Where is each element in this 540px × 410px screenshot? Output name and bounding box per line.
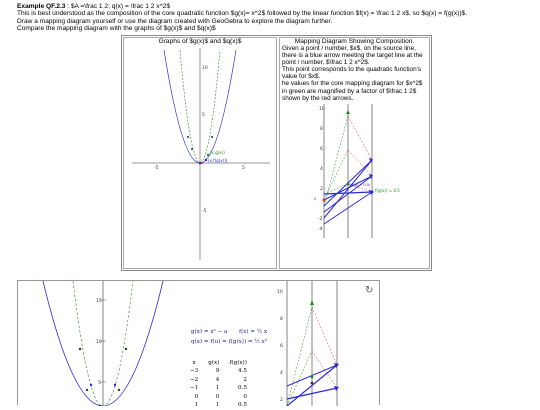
table-cell: −2 (190, 376, 199, 383)
source-point (323, 198, 326, 201)
g-point (207, 154, 209, 156)
middle-point (311, 382, 314, 385)
desc-line: value for $x$. (282, 73, 321, 81)
table-cell: 0 (243, 393, 247, 400)
table-cell: 1 (215, 402, 220, 409)
plot-point (191, 148, 193, 150)
y-tick: -4 (318, 226, 323, 232)
y-tick: 5 (98, 381, 101, 386)
mapping-description (280, 45, 429, 102)
algebra-q: q(x) = f(u) = f(g(x)) = ½ x² (191, 339, 267, 345)
middle-label: (x(x) = 0.5) (350, 182, 371, 187)
table-cell: 9 (215, 368, 220, 375)
green-arrowhead (310, 300, 314, 305)
x-tick: 5 (242, 166, 245, 171)
intro-line-4: Compare the mapping diagram with the graphs of $g(x)$ and $q(x)$ (17, 25, 216, 33)
green-arrow (324, 184, 348, 194)
intro-text (17, 3, 537, 33)
y-tick: -5 (202, 209, 207, 214)
table-cell: −1 (190, 385, 199, 392)
desc-line: there is a blue arrow meeting the target line at the (282, 52, 423, 60)
y-tick: 6 (320, 146, 323, 152)
table-cell: 2 (243, 376, 247, 383)
target-label: f(g(x)) = 0.5 (375, 187, 400, 193)
table-cell: 0.5 (238, 385, 247, 392)
graphs-cell (123, 37, 277, 269)
values-table (184, 358, 253, 410)
y-tick: -2 (318, 216, 323, 222)
q-point-label: (x,f(g(x))) (208, 158, 228, 163)
table-cell: 1 (215, 385, 220, 392)
comparison-table (121, 35, 432, 271)
plot-point (79, 348, 81, 350)
plot-point (90, 384, 92, 386)
mapping-diagram (280, 102, 429, 242)
table-row (186, 368, 251, 374)
y-tick: 5 (202, 113, 205, 118)
green-arrow (287, 307, 312, 406)
table-header: g(x) (208, 360, 220, 366)
table-cell: 4.5 (238, 368, 247, 375)
table-cell: 0.5 (238, 402, 247, 409)
algebra-f: f(x) = ½ x (239, 329, 268, 335)
table-row (186, 402, 251, 408)
table-header: f(g(x)) (229, 360, 247, 366)
table-cell: 0 (215, 393, 220, 400)
graphs-plot (124, 45, 276, 267)
g-point-label: (x,g(x)) (210, 150, 225, 155)
refresh-icon[interactable]: ↻ (365, 285, 374, 296)
y-tick: 15 (96, 299, 102, 304)
geogebra-mapping-view[interactable] (266, 281, 381, 406)
y-tick: 10 (96, 340, 102, 345)
plot-point (86, 389, 88, 391)
red-arrow (312, 307, 337, 365)
plot-point (125, 348, 127, 350)
intro-line-3: Draw a mapping diagram yourself or use the diagram created with GeoGebra to explore the diagram further. (17, 17, 333, 25)
table-cell: 1 (194, 402, 199, 409)
green-arrowhead (346, 110, 350, 114)
y-tick: 2 (280, 398, 283, 403)
desc-line: shown by the red arrows. (282, 94, 354, 102)
y-tick: 8 (280, 317, 283, 322)
source-label: x (314, 195, 317, 201)
target-point (371, 190, 374, 193)
table-header-row (186, 360, 251, 366)
x-point (201, 162, 203, 164)
geogebra-graph-view[interactable] (18, 281, 183, 406)
plot-point (114, 384, 116, 386)
intro-line-1 (17, 3, 537, 10)
table-cell: 0 (194, 393, 199, 400)
desc-line: point / number, $\frac 1 2 x^2$. (282, 59, 370, 67)
table-row (186, 394, 251, 400)
y-tick: 8 (320, 126, 323, 132)
desc-line: in green are magnified by a factor of $\frac 1 2$ (282, 87, 417, 95)
plot-point (118, 389, 120, 391)
plot-point (187, 136, 189, 138)
table-header: x (192, 360, 196, 366)
y-tick: 4 (320, 166, 323, 172)
desc-line: he values for the core mapping diagram for $x^2$ (282, 80, 423, 88)
y-tick: 10 (277, 290, 283, 295)
table-cell: 4 (215, 376, 220, 383)
mapping-cell (279, 37, 430, 269)
table-row (186, 377, 251, 383)
middle-point (311, 376, 314, 379)
example-label: Example QF.2.3 (17, 3, 66, 10)
desc-line: Given a point / number, $x$, on the source line, (282, 45, 416, 52)
plot-point (211, 136, 213, 138)
mapping-caption: Mapping Diagram Showing Composition. (294, 38, 415, 45)
q-point (205, 159, 207, 161)
y-tick: 6 (280, 344, 283, 349)
algebra-g: g(x) = x² − a (191, 329, 228, 335)
intro-line-2: This is best understood as the composition of the core quadratic function $g(x)= x^2$ followed by the linear function $f(x) = \frac 1 2 x$, so $q(x) = f(g(x))$. (17, 10, 468, 18)
intro-line1-rest: : $A =\frac 1 2; q(x) = \frac 1 2 x^2$ (65, 3, 171, 10)
red-arrow (348, 116, 372, 160)
table-cell: −3 (190, 368, 199, 375)
y-tick: 2 (320, 186, 323, 192)
y-tick: 10 (319, 106, 325, 112)
x-tick: -5 (154, 166, 159, 171)
graphs-caption: Graphs of $g(x)$ and $q(x)$ (158, 38, 242, 45)
table-row (186, 385, 251, 391)
y-tick: 4 (280, 371, 283, 376)
y-tick: 10 (202, 66, 208, 71)
desc-line: This point corresponds to the quadratic function's (282, 66, 422, 74)
